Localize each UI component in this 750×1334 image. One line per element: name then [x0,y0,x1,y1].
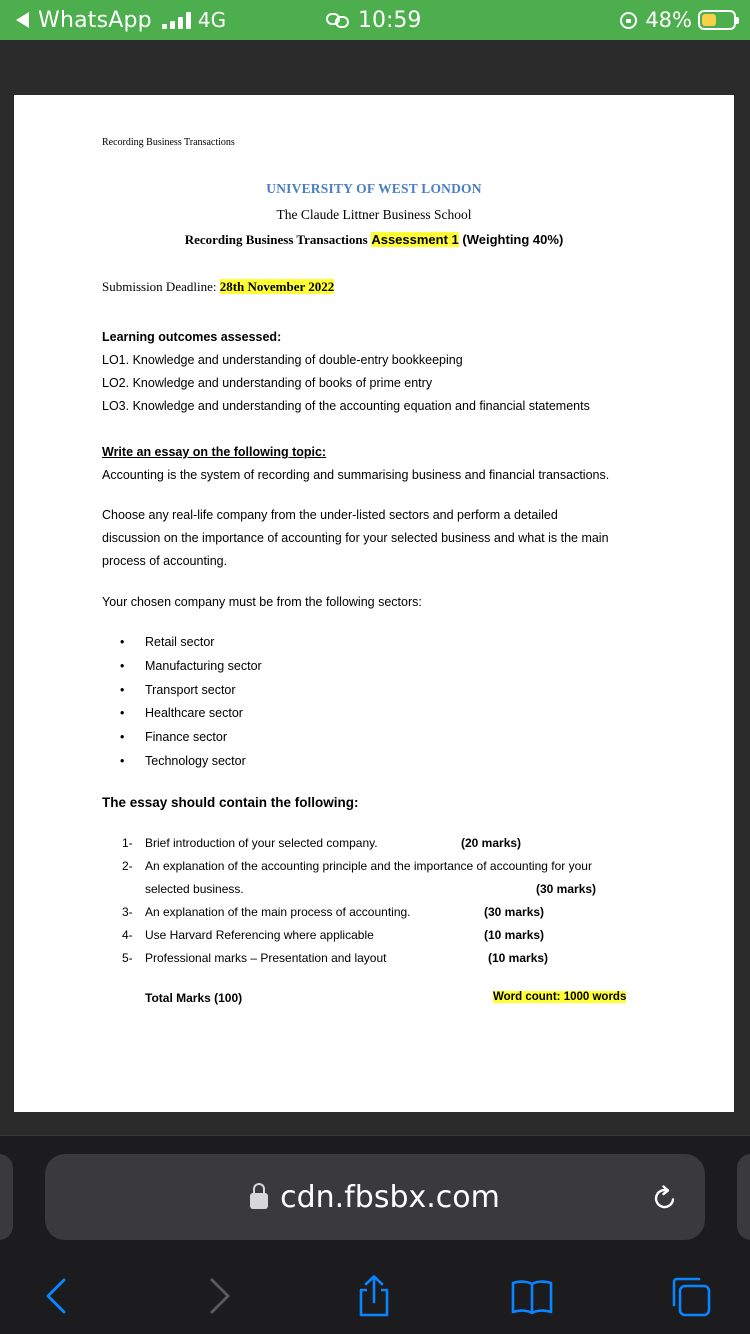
next-tab-peek[interactable] [737,1154,750,1240]
tabs-icon[interactable] [668,1274,712,1318]
list-item: • Manufacturing sector [122,659,262,673]
battery-percent: 48% [645,8,692,32]
battery-icon [698,10,736,30]
reload-icon[interactable] [651,1184,679,1212]
item-number: 3- [122,905,133,919]
learning-outcome-3: LO3. Knowledge and understanding of the accounting equation and financial statements [102,399,590,413]
item-text: An explanation of the accounting principle and the importance of accounting for your [145,859,592,873]
address-bar[interactable] [45,1154,705,1240]
deadline-value: 28th November 2022 [219,279,335,294]
module-title: Recording Business Transactions [184,232,368,247]
item-marks: (30 marks) [536,882,597,896]
share-icon[interactable] [352,1274,396,1318]
instructions-line-3: process of accounting. [102,554,228,568]
document-viewer[interactable] [0,40,750,1135]
browser-bottom-bar [0,1135,750,1334]
assessment-label: Assessment 1 [371,232,459,247]
list-item: • Finance sector [122,730,227,744]
url-text: cdn.fbsbx.com [280,1179,500,1215]
list-item: • Transport sector [122,683,236,697]
total-marks: Total Marks (100) [145,991,243,1005]
item-marks: (20 marks) [461,836,522,850]
status-bar [0,0,750,40]
word-count: Word count: 1000 words [493,991,627,1003]
submission-deadline [102,279,334,295]
item-marks: (10 marks) [488,951,549,965]
chevron-left-icon[interactable] [36,1274,80,1318]
link-icon [326,13,350,27]
signal-strength-icon [162,11,191,29]
item-text: Brief introduction of your selected company. [145,836,378,850]
book-icon[interactable] [510,1274,554,1318]
school-name: The Claude Littner Business School [276,207,472,222]
chevron-right-icon[interactable] [196,1274,240,1318]
status-battery-group [620,6,736,34]
university-name: UNIVERSITY OF WEST LONDON [266,181,482,196]
item-number: 2- [122,859,133,873]
list-item: • Healthcare sector [122,706,243,720]
learning-outcomes-heading: Learning outcomes assessed: [102,330,282,344]
learning-outcome-1: LO1. Knowledge and understanding of double-entry bookkeeping [102,353,463,367]
list-item: • Technology sector [122,754,246,768]
item-text-continued: selected business. [145,882,244,896]
item-text: Use Harvard Referencing where applicable [145,928,374,942]
back-app-label: WhatsApp [38,7,152,33]
back-to-app[interactable] [16,6,226,34]
network-type: 4G [197,8,227,32]
rotation-lock-icon [620,12,637,29]
clock: 10:59 [358,7,422,33]
weighting: (Weighting 40%) [462,232,564,247]
essay-heading: Write an essay on the following topic: [102,445,327,459]
instructions-line-1: Choose any real-life company from the under-listed sectors and perform a detailed [102,508,558,522]
document-title [14,232,734,248]
back-triangle-icon [16,12,29,28]
item-marks: (30 marks) [484,905,545,919]
item-number: 1- [122,836,133,850]
document-page [14,95,734,1112]
sectors-intro: Your chosen company must be from the following sectors: [102,595,422,609]
essay-topic: Accounting is the system of recording and summarising business and financial transactions. [102,468,610,482]
list-item: • Retail sector [122,635,214,649]
running-header: Recording Business Transactions [102,137,235,148]
item-text: Professional marks – Presentation and layout [145,951,387,965]
learning-outcome-2: LO2. Knowledge and understanding of books of prime entry [102,376,433,390]
item-number: 5- [122,951,133,965]
previous-tab-peek[interactable] [0,1154,13,1240]
status-time-group [326,6,421,34]
item-marks: (10 marks) [484,928,545,942]
instructions-line-2: discussion on the importance of accounting for your selected business and what is the main [102,531,609,545]
contents-heading: The essay should contain the following: [102,795,359,810]
item-text: An explanation of the main process of accounting. [145,905,411,919]
item-number: 4- [122,928,133,942]
deadline-label: Submission Deadline: [102,279,217,294]
lock-icon [250,1193,268,1209]
